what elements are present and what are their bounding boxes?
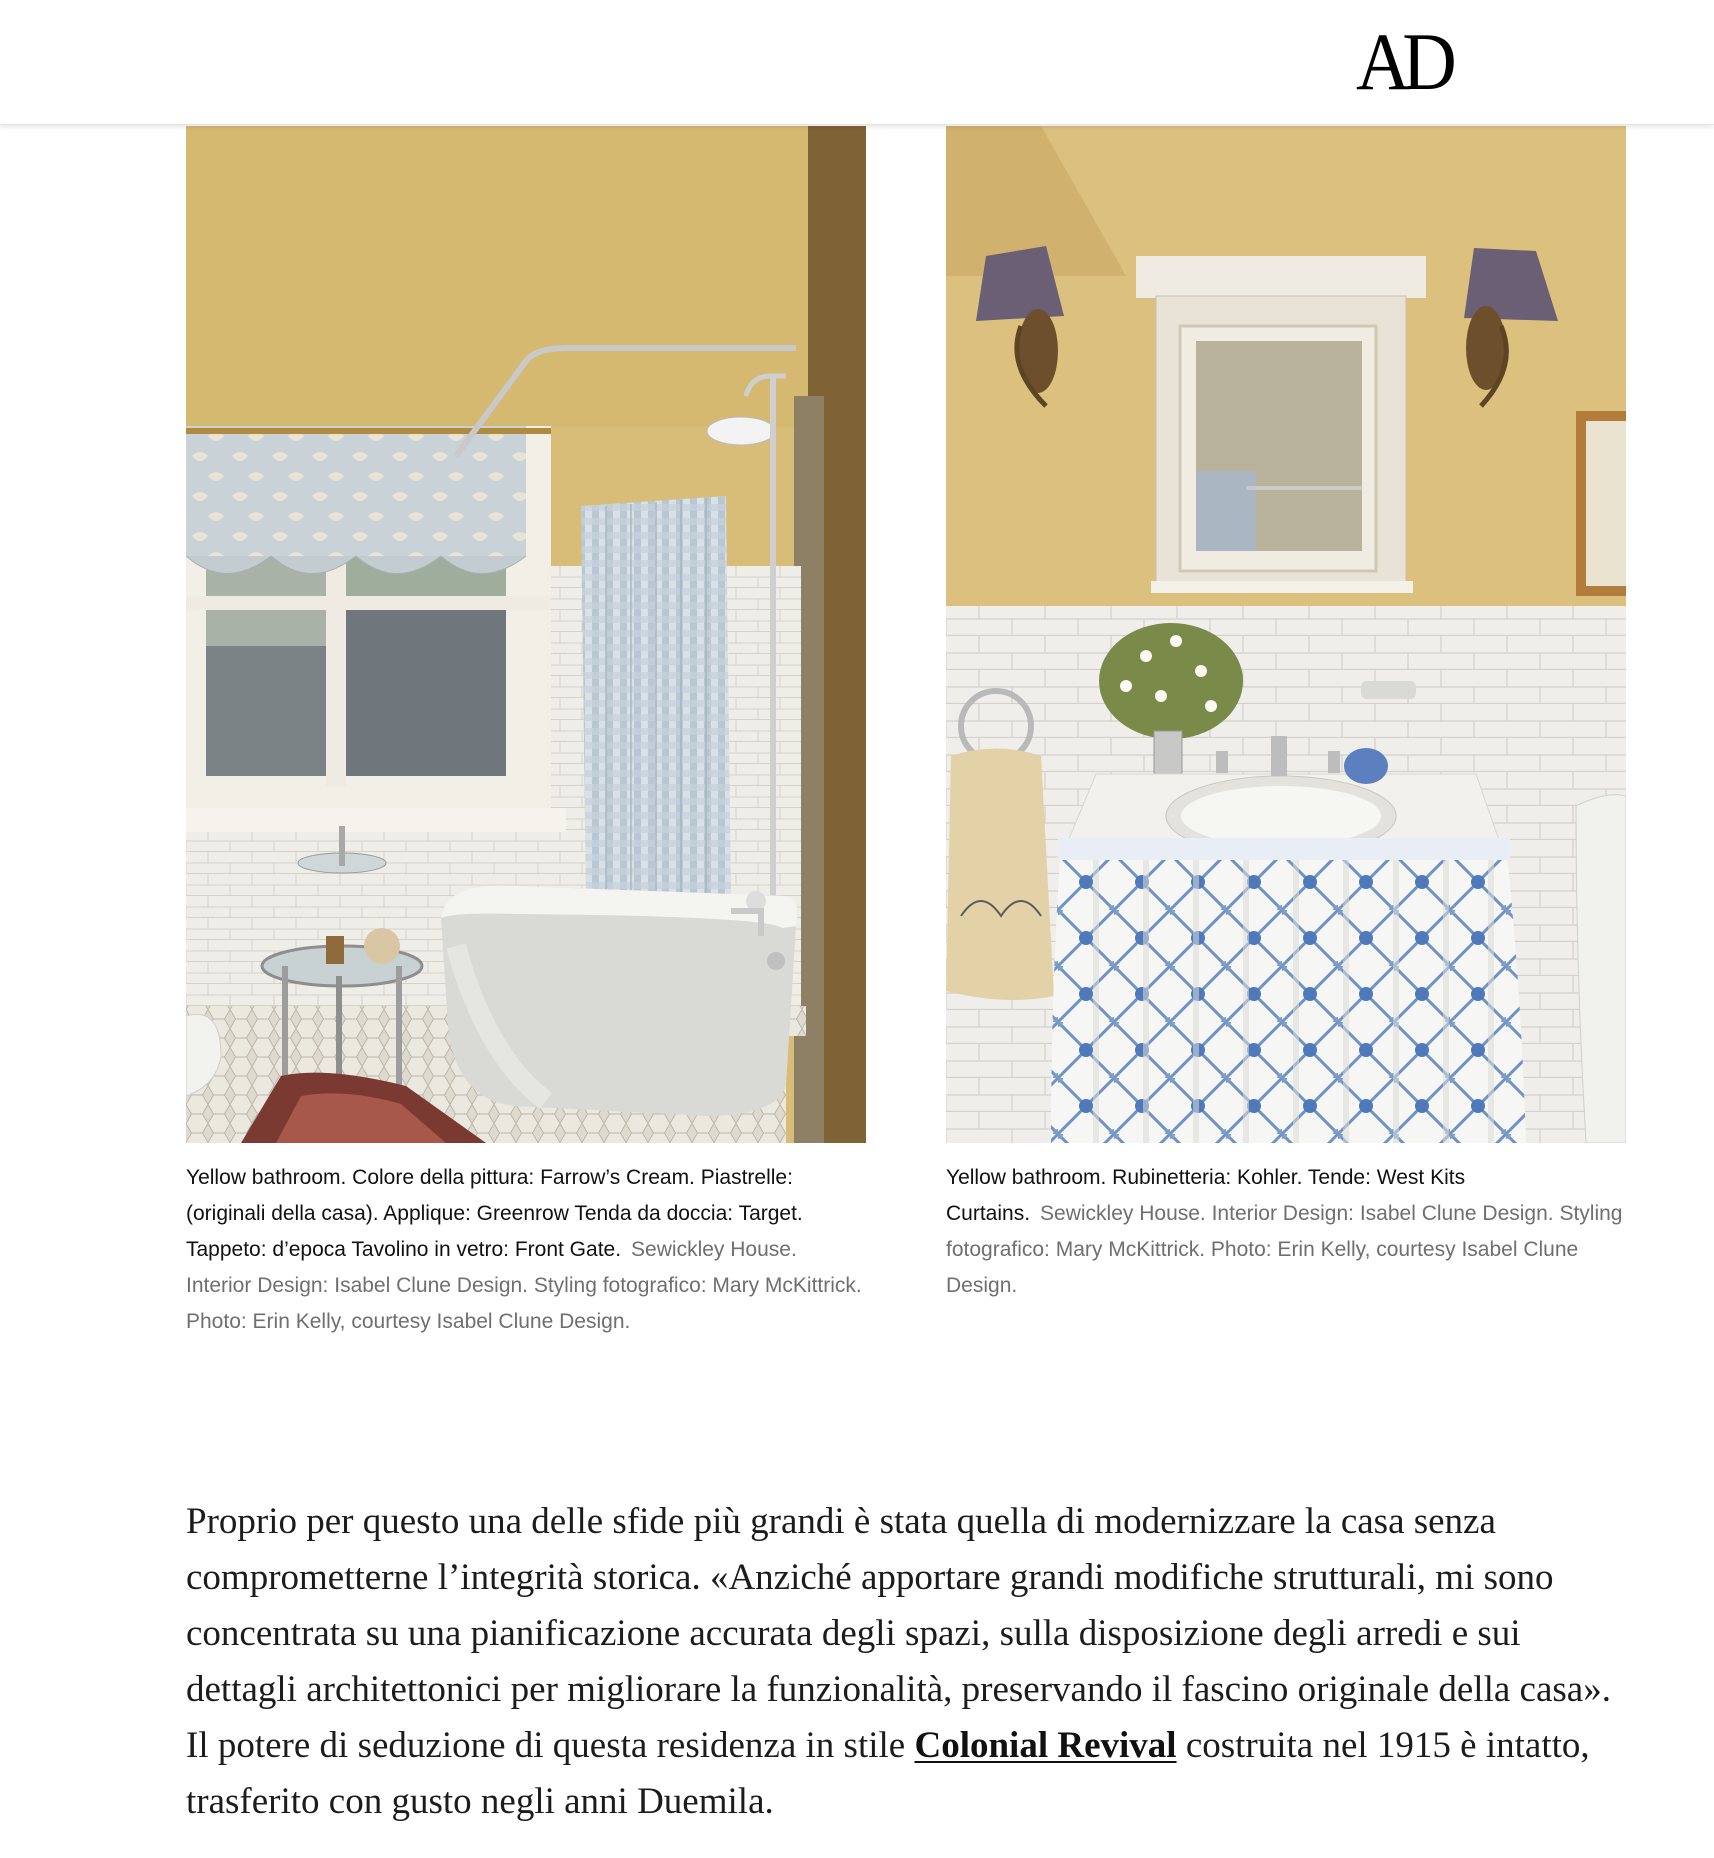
caption-right: [946, 1160, 1626, 1304]
article-text-before-link: Proprio per questo una delle sfide più grandi è stata quella di modernizzare la casa senza comprometterne l’integrità storica. «Anziché apportare grandi modifiche strutturali, mi sono concentrata su una pianificazione accurata degli spazi, sulla disposizione degli arredi e sui dettagli architettonici per migliorare la funzionalità, preservando il fascino originale della casa». Il potere di seduzione di questa residenza in stile: [186, 1501, 1611, 1766]
caption-left-credit: Sewickley House. Interior Design: Isabel Clune Design. Styling fotografico: Mary McKittrick. Photo: Erin Kelly, courtesy Isabel Clune Design.: [186, 1238, 862, 1333]
gallery-image-left[interactable]: [186, 126, 866, 1143]
article-paragraph: [186, 1494, 1626, 1830]
site-header: [0, 0, 1714, 125]
caption-right-credit: Sewickley House. Interior Design: Isabel Clune Design. Styling fotografico: Mary McKittrick. Photo: Erin Kelly, courtesy Isabel Clune Design.: [946, 1202, 1623, 1297]
caption-right-main: Yellow bathroom. Rubinetteria: Kohler. Tende: West Kits Curtains.: [946, 1166, 1466, 1225]
caption-left-main: Yellow bathroom. Colore della pittura: Farrow’s Cream. Piastrelle: (originali della casa). Applique: Greenrow Tenda da doccia: Target. Tappeto: d’epoca Tavolino in vetro: Front Gate.: [186, 1166, 803, 1261]
article-text-after-link: costruita nel 1915 è intatto, trasferito con gusto negli anni Duemila.: [186, 1725, 1590, 1822]
caption-left: [186, 1160, 866, 1340]
colonial-revival-link[interactable]: Colonial Revival: [914, 1725, 1177, 1766]
ad-logo[interactable]: AD: [1356, 16, 1449, 107]
gallery-image-right[interactable]: [946, 126, 1626, 1143]
